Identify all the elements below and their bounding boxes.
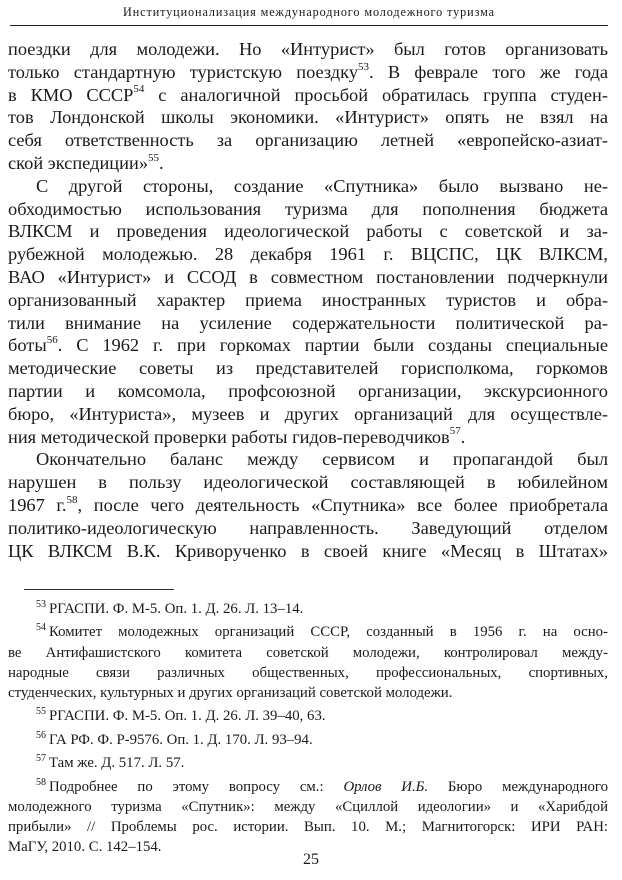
text-line: нарушен в пользу идеологической составляющей в юбилейном xyxy=(8,472,608,493)
text-line: организованный характер приема иностранных туристов и обра- xyxy=(8,289,608,310)
footnote xyxy=(8,730,608,750)
footnote-line: $^{58}$ Подробнее по этому вопросу см.: Орлов И.Б. Бюро международного xyxy=(36,776,608,795)
paragraph xyxy=(8,38,608,175)
text-line: в КМО СССР$^{54}$ с аналогичной просьбой обратилась группа студен- xyxy=(8,83,608,105)
author-name: Орлов И.Б. xyxy=(343,778,429,795)
text-line: 1967 г.$^{58}$, после чего деятельность «Спутника» все более приобретала xyxy=(8,493,608,515)
main-text xyxy=(8,38,608,562)
text-line: ВАО «Интурист» и ССОД в совместном постановлении подчеркнули xyxy=(8,266,608,287)
footnote-number: 54 xyxy=(36,622,46,634)
footnote-ref: 58 xyxy=(66,493,78,506)
footnote-line: $^{56}$ ГА РФ. Ф. Р-9576. Оп. 1. Д. 170. Л. 93–94. xyxy=(36,729,313,748)
footnote xyxy=(8,753,608,773)
text-line: боты$^{56}$. С 1962 г. при горкомах партии были созданы специальные xyxy=(8,334,608,356)
footnote-separator xyxy=(24,589,174,590)
footnote-line: $^{53}$ РГАСПИ. Ф. М-5. Оп. 1. Д. 26. Л. 13–14. xyxy=(36,599,304,617)
text-line: ВЛКСМ и проведения идеологической работы с советской и за- xyxy=(8,221,608,242)
running-header xyxy=(10,5,608,20)
footnote-line: $^{55}$ РГАСПИ. Ф. М-5. Оп. 1. Д. 26. Л. 39–40, 63. xyxy=(36,706,326,725)
paragraph xyxy=(8,448,608,562)
footnote-line: ве Антифашистского комитета советской молодежи, контролировал между- xyxy=(8,644,608,661)
footnote-line: народные связи различных общественных, профессиональных, спортивных, xyxy=(8,664,608,681)
text-line: методические советы из представителей горисполкома, горкомов xyxy=(8,358,608,379)
footnote-ref: 53 xyxy=(358,60,370,73)
footnote-ref: 57 xyxy=(449,425,461,438)
text-line: обходимостью использования туризма для пополнения бюджета xyxy=(8,198,608,219)
footnote-number: 53 xyxy=(36,599,46,611)
text-line: только стандартную туристскую поездку$^{53}$. В феврале того же года xyxy=(8,60,609,82)
text-line: бюро, «Интуриста», музеев и других организаций для осуществле- xyxy=(8,403,608,424)
text-line: ния методической проверки работы гидов-переводчиков$^{57}$. xyxy=(8,425,466,447)
footnote xyxy=(8,777,608,858)
paragraph xyxy=(8,175,608,449)
text-line: ской экспедиции»$^{55}$. xyxy=(8,151,164,173)
text-line: поездки для молодежи. Но «Интурист» был готов организовать xyxy=(8,39,608,59)
text-line: С другой стороны, создание «Спутника» было вызвано не- xyxy=(36,175,608,196)
footnote-line: МаГУ, 2010. С. 142–154. xyxy=(8,839,162,856)
text-line: политико-идеологическую направленность. Заведующий отделом xyxy=(8,517,608,538)
footnote-number: 56 xyxy=(36,729,46,741)
footnote-number: 55 xyxy=(36,706,46,718)
footnote xyxy=(8,622,608,703)
footnote-line: прибыли» // Проблемы рос. истории. Вып. 10. М.; Магнитогорск: ИРИ РАН: xyxy=(8,818,608,835)
footnote-line: студенческих, культурных и других организаций советской молодежи. xyxy=(8,685,453,701)
footnote-number: 58 xyxy=(36,776,46,788)
text-line: ЦК ВЛКСМ В.К. Криворученко в своей книге «Месяц в Штатах» xyxy=(8,540,608,561)
footnote xyxy=(8,706,608,726)
text-line: тов Лондонской школы экономики. «Интурист» опять не взял на xyxy=(8,107,608,128)
footnotes xyxy=(8,599,608,861)
text-line: себя ответственность за организацию летней «европейско-азиат- xyxy=(8,130,608,151)
text-line: рубежной молодежью. 28 декабря 1961 г. ВЦСПС, ЦК ВЛКСМ, xyxy=(8,244,608,265)
footnote-line: молодежного туризма «Спутник»: между «Сциллой идеологии» и «Харибдой xyxy=(8,798,608,815)
footnote-ref: 54 xyxy=(133,83,145,96)
text-line: тили внимание на усиление содержательности политической ра- xyxy=(8,312,608,333)
header-rule xyxy=(10,25,608,26)
footnote-ref: 55 xyxy=(148,151,160,164)
footnote xyxy=(8,599,608,619)
page-number: 25 xyxy=(303,851,319,868)
footnote-ref: 56 xyxy=(46,334,58,347)
footnote-number: 57 xyxy=(36,753,46,765)
text-line: партии и комсомола, профсоюзной организации, экскурсионного xyxy=(8,380,608,401)
running-title: Институционализация международного молодежного туризма xyxy=(123,5,495,19)
text-line: Окончательно баланс между сервисом и пропагандой был xyxy=(36,449,608,470)
footnote-line: $^{57}$ Там же. Д. 517. Л. 57. xyxy=(36,753,185,772)
footnote-line: $^{54}$ Комитет молодежных организаций СССР, созданный в 1956 г. на осно- xyxy=(36,622,608,641)
